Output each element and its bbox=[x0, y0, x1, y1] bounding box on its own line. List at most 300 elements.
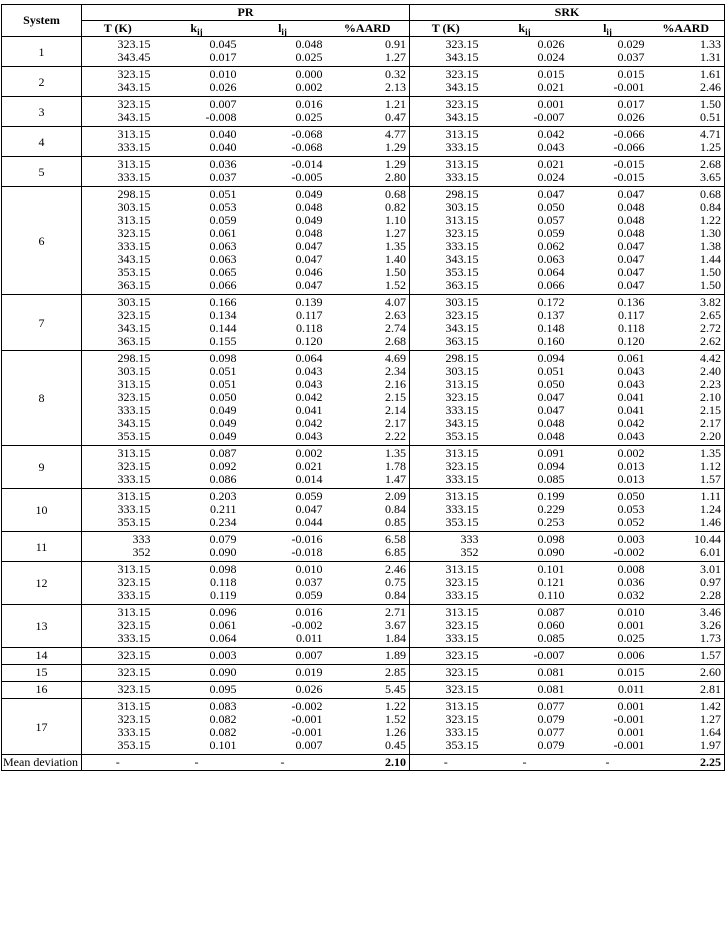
mean-cell: - bbox=[410, 755, 482, 771]
srk-l-cell: -0.015 bbox=[568, 157, 648, 172]
table-row bbox=[2, 127, 725, 142]
pr-t-cell: 313.15 bbox=[82, 562, 154, 577]
pr-t-cell: 343.15 bbox=[117, 252, 151, 266]
srk-aard-cell: 10.44 bbox=[648, 532, 725, 547]
pr-t-cell: 333 bbox=[82, 532, 154, 547]
srk-t-cell: 353.15 bbox=[445, 265, 479, 279]
pr-l-cell: 0.007 bbox=[240, 648, 326, 665]
pr-l-cell: -0.068 bbox=[240, 127, 326, 142]
srk-k-cell: -0.007 bbox=[482, 648, 568, 665]
pr-l-cell: 0.016 bbox=[240, 605, 326, 620]
table-row bbox=[2, 699, 725, 714]
srk-t-cell: 323.15 bbox=[410, 37, 482, 52]
pr-aard-cell: 3.67 bbox=[326, 619, 410, 632]
pr-aard-cell: 1.89 bbox=[326, 648, 410, 665]
srk-l-cell: 0.047 bbox=[568, 187, 648, 202]
srk-k-cell: 0.094 bbox=[537, 459, 565, 473]
pr-aard-cell: 0.84 bbox=[326, 589, 410, 605]
mean-deviation-label: Mean deviation bbox=[2, 755, 82, 771]
srk-t-cell: 323.15 bbox=[410, 67, 482, 82]
srk-aard-header: %AARD bbox=[648, 21, 725, 37]
pr-aard-cell: 2.71 bbox=[326, 605, 410, 620]
srk-aard-cell: 3.26 bbox=[648, 619, 725, 632]
pr-l-cell: 0.042 bbox=[295, 416, 323, 430]
srk-k-cell: 0.015 bbox=[482, 67, 568, 82]
pr-aard-cell: 2.34 bbox=[326, 365, 410, 378]
srk-aard-cell: 1.50 bbox=[648, 279, 725, 295]
srk-aard-cell: 1.33 bbox=[648, 37, 725, 52]
srk-header: SRK bbox=[410, 5, 725, 21]
srk-k-cell: 0.087 bbox=[482, 605, 568, 620]
srk-l-cell: 0.008 bbox=[568, 562, 648, 577]
pr-aard-cell: 0.75 bbox=[326, 576, 410, 589]
srk-k-cell: 0.026 bbox=[482, 37, 568, 52]
pr-l-cell: -0.018 bbox=[291, 545, 323, 559]
table-row bbox=[2, 37, 725, 52]
srk-t-cell: 313.15 bbox=[410, 562, 482, 577]
srk-t-cell: 333.15 bbox=[445, 725, 479, 739]
srk-l-cell: 0.015 bbox=[568, 665, 648, 682]
pr-aard-header: %AARD bbox=[326, 21, 410, 37]
srk-aard-cell: 3.46 bbox=[648, 605, 725, 620]
pr-k-cell: 0.049 bbox=[209, 403, 237, 417]
table-row bbox=[2, 141, 725, 157]
table-row bbox=[2, 417, 725, 430]
pr-t-cell: 333.15 bbox=[117, 170, 151, 184]
table-row bbox=[2, 266, 725, 279]
srk-k-cell: 0.060 bbox=[537, 618, 565, 632]
srk-aard-cell: 1.42 bbox=[648, 699, 725, 714]
pr-t-cell: 323.15 bbox=[117, 226, 151, 240]
pr-k-cell: 0.082 bbox=[209, 725, 237, 739]
pr-aard-cell: 0.82 bbox=[326, 201, 410, 214]
pr-t-cell: 353.15 bbox=[117, 429, 151, 443]
srk-aard-cell: 1.35 bbox=[648, 446, 725, 461]
pr-l-cell: 0.118 bbox=[295, 321, 323, 335]
pr-l-cell: 0.025 bbox=[295, 50, 323, 64]
pr-l-cell: 0.011 bbox=[295, 631, 323, 645]
table-row bbox=[2, 227, 725, 240]
pr-l-cell: 0.064 bbox=[240, 351, 326, 366]
srk-k-cell: 0.253 bbox=[537, 515, 565, 529]
system-id: 15 bbox=[2, 665, 82, 682]
pr-t-cell: 313.15 bbox=[82, 699, 154, 714]
srk-k-cell: 0.021 bbox=[482, 157, 568, 172]
srk-t-cell: 323.15 bbox=[410, 665, 482, 682]
pr-k-cell: 0.007 bbox=[154, 97, 240, 112]
srk-t-cell: 323.15 bbox=[445, 712, 479, 726]
pr-aard-cell: 2.15 bbox=[326, 391, 410, 404]
srk-aard-cell: 1.11 bbox=[648, 489, 725, 504]
pr-k-cell: 0.010 bbox=[154, 67, 240, 82]
srk-l-cell: 0.120 bbox=[617, 334, 645, 348]
srk-aard-cell: 1.50 bbox=[648, 266, 725, 279]
system-id: 12 bbox=[2, 562, 82, 605]
srk-aard-cell: 2.81 bbox=[648, 682, 725, 699]
srk-t-cell: 343.15 bbox=[445, 110, 479, 124]
pr-k-cell: 0.040 bbox=[154, 127, 240, 142]
pr-t-cell: 343.15 bbox=[117, 416, 151, 430]
pr-aard-cell: 2.22 bbox=[326, 430, 410, 446]
srk-aard-cell: 0.84 bbox=[648, 201, 725, 214]
srk-aard-cell: 1.57 bbox=[648, 648, 725, 665]
pr-l-cell: -0.002 bbox=[291, 618, 323, 632]
pr-t-cell: 323.15 bbox=[82, 37, 154, 52]
pr-t-cell: 313.15 bbox=[117, 377, 151, 391]
pr-l-cell: 0.000 bbox=[240, 67, 326, 82]
pr-l-cell: 0.044 bbox=[295, 515, 323, 529]
pr-aard-cell: 1.84 bbox=[326, 632, 410, 648]
pr-k-cell: 0.166 bbox=[154, 295, 240, 310]
pr-k-cell: 0.079 bbox=[154, 532, 240, 547]
table-row bbox=[2, 503, 725, 516]
srk-t-cell: 343.15 bbox=[445, 50, 479, 64]
system-id: 1 bbox=[2, 37, 82, 67]
table-row bbox=[2, 391, 725, 404]
pr-l-cell: 0.010 bbox=[240, 562, 326, 577]
srk-k-cell: 0.064 bbox=[537, 265, 565, 279]
table-row bbox=[2, 279, 725, 295]
pr-t-cell: 323.15 bbox=[82, 97, 154, 112]
system-id: 17 bbox=[2, 699, 82, 755]
srk-l-cell: 0.017 bbox=[568, 97, 648, 112]
table-row bbox=[2, 157, 725, 172]
pr-aard-cell: 1.47 bbox=[326, 473, 410, 489]
pr-k-cell: 0.036 bbox=[154, 157, 240, 172]
srk-l-cell: -0.001 bbox=[613, 738, 645, 752]
pr-aard-cell: 1.40 bbox=[326, 253, 410, 266]
pr-k-cell: 0.050 bbox=[209, 390, 237, 404]
pr-l-cell: -0.001 bbox=[291, 712, 323, 726]
pr-l-cell: 0.047 bbox=[295, 502, 323, 516]
pr-t-cell: 323.15 bbox=[82, 67, 154, 82]
srk-l-cell: 0.029 bbox=[568, 37, 648, 52]
srk-k-cell: 0.148 bbox=[537, 321, 565, 335]
pr-l-cell: 0.041 bbox=[295, 403, 323, 417]
srk-t-cell: 343.15 bbox=[445, 321, 479, 335]
pr-k-cell: 0.090 bbox=[209, 545, 237, 559]
srk-t-cell: 333.15 bbox=[445, 502, 479, 516]
srk-k-cell: 0.063 bbox=[537, 252, 565, 266]
srk-l-cell: 0.118 bbox=[617, 321, 645, 335]
srk-l-cell: -0.002 bbox=[613, 545, 645, 559]
srk-k-cell: 0.079 bbox=[537, 738, 565, 752]
srk-aard-cell: 1.97 bbox=[648, 739, 725, 755]
srk-l-cell: 0.032 bbox=[617, 588, 645, 602]
srk-l-cell: 0.011 bbox=[568, 682, 648, 699]
srk-l-cell: 0.136 bbox=[568, 295, 648, 310]
srk-l-cell: 0.041 bbox=[617, 403, 645, 417]
pr-k-cell: 0.119 bbox=[209, 588, 237, 602]
pr-k-cell: 0.037 bbox=[209, 170, 237, 184]
srk-k-cell: 0.110 bbox=[537, 588, 565, 602]
system-id: 6 bbox=[2, 187, 82, 295]
srk-aard-cell: 2.46 bbox=[648, 81, 725, 97]
pr-l-cell: -0.005 bbox=[291, 170, 323, 184]
srk-t-cell: 303.15 bbox=[410, 295, 482, 310]
pr-k-cell: 0.118 bbox=[209, 575, 237, 589]
srk-aard-cell: 1.22 bbox=[648, 214, 725, 227]
pr-l-cell: 0.047 bbox=[295, 252, 323, 266]
srk-aard-cell: 0.68 bbox=[648, 187, 725, 202]
system-id: 7 bbox=[2, 295, 82, 351]
srk-l-cell: 0.117 bbox=[617, 308, 645, 322]
pr-aard-cell: 2.14 bbox=[326, 404, 410, 417]
srk-k-cell: 0.042 bbox=[482, 127, 568, 142]
srk-k-cell: 0.081 bbox=[482, 682, 568, 699]
srk-t-cell: 323.15 bbox=[445, 575, 479, 589]
table-row bbox=[2, 51, 725, 67]
pr-aard-cell: 6.85 bbox=[326, 546, 410, 562]
table-body bbox=[2, 37, 725, 755]
srk-k-cell: 0.066 bbox=[537, 278, 565, 292]
srk-k-cell: 0.048 bbox=[537, 429, 565, 443]
srk-k-cell: 0.024 bbox=[537, 170, 565, 184]
pr-k-cell: 0.095 bbox=[154, 682, 240, 699]
srk-l-cell: 0.043 bbox=[617, 377, 645, 391]
srk-aard-cell: 1.57 bbox=[648, 473, 725, 489]
pr-t-cell: 352 bbox=[132, 545, 151, 559]
srk-l-cell: 0.047 bbox=[617, 278, 645, 292]
srk-aard-cell: 2.17 bbox=[648, 417, 725, 430]
system-id: 11 bbox=[2, 532, 82, 562]
mean-cell: - bbox=[482, 755, 568, 771]
table-row bbox=[2, 632, 725, 648]
pr-k-cell: 0.083 bbox=[154, 699, 240, 714]
srk-k-cell: 0.098 bbox=[482, 532, 568, 547]
srk-aard-cell: 1.27 bbox=[648, 713, 725, 726]
system-header: System bbox=[2, 5, 82, 37]
table-row bbox=[2, 171, 725, 187]
srk-t-cell: 333.15 bbox=[445, 403, 479, 417]
table-row bbox=[2, 351, 725, 366]
pr-l-cell: 0.026 bbox=[240, 682, 326, 699]
system-id: 8 bbox=[2, 351, 82, 446]
pr-aard-cell: 1.21 bbox=[326, 97, 410, 112]
pr-l-cell: 0.043 bbox=[295, 364, 323, 378]
pr-t-cell: 323.15 bbox=[82, 665, 154, 682]
srk-aard-cell: 2.28 bbox=[648, 589, 725, 605]
pr-l-cell: 0.043 bbox=[295, 377, 323, 391]
srk-aard-cell: 3.65 bbox=[648, 171, 725, 187]
srk-t-cell: 353.15 bbox=[445, 515, 479, 529]
srk-aard-cell: 1.24 bbox=[648, 503, 725, 516]
table-row bbox=[2, 619, 725, 632]
mean-deviation-row bbox=[2, 755, 725, 771]
srk-k-cell: 0.047 bbox=[537, 390, 565, 404]
srk-t-cell: 353.15 bbox=[445, 738, 479, 752]
table-row bbox=[2, 605, 725, 620]
pr-aard-cell: 2.13 bbox=[326, 81, 410, 97]
pr-t-cell: 333.15 bbox=[117, 403, 151, 417]
pr-k-cell: 0.063 bbox=[209, 239, 237, 253]
pr-k-cell: 0.087 bbox=[154, 446, 240, 461]
table-row bbox=[2, 309, 725, 322]
srk-aard-cell: 2.15 bbox=[648, 404, 725, 417]
srk-aard-cell: 0.97 bbox=[648, 576, 725, 589]
pr-k-cell: 0.017 bbox=[209, 50, 237, 64]
pr-aard-cell: 0.91 bbox=[326, 37, 410, 52]
srk-aard-cell: 1.31 bbox=[648, 51, 725, 67]
pr-t-cell: 333.15 bbox=[117, 631, 151, 645]
pr-k-cell: -0.008 bbox=[205, 110, 237, 124]
pr-t-cell: 313.15 bbox=[82, 605, 154, 620]
pr-k-cell: 0.040 bbox=[209, 140, 237, 154]
srk-aard-cell: 6.01 bbox=[648, 546, 725, 562]
srk-t-cell: 298.15 bbox=[410, 351, 482, 366]
srk-k-cell: 0.160 bbox=[537, 334, 565, 348]
pr-k-cell: 0.051 bbox=[209, 377, 237, 391]
pr-k-cell: 0.053 bbox=[209, 200, 237, 214]
pr-aard-cell: 2.46 bbox=[326, 562, 410, 577]
system-id: 5 bbox=[2, 157, 82, 187]
table-row bbox=[2, 739, 725, 755]
srk-aard-cell: 2.20 bbox=[648, 430, 725, 446]
pr-l-cell: -0.002 bbox=[240, 699, 326, 714]
pr-aard-cell: 0.45 bbox=[326, 739, 410, 755]
pr-k-cell: 0.086 bbox=[209, 472, 237, 486]
pr-k-cell: 0.134 bbox=[209, 308, 237, 322]
srk-l-cell: 0.003 bbox=[568, 532, 648, 547]
srk-aard-cell: 2.23 bbox=[648, 378, 725, 391]
table-row bbox=[2, 322, 725, 335]
pr-l-cell: 0.048 bbox=[295, 200, 323, 214]
srk-l-cell: 0.001 bbox=[617, 618, 645, 632]
pr-aard-cell: 2.63 bbox=[326, 309, 410, 322]
srk-aard-cell: 1.12 bbox=[648, 460, 725, 473]
pr-k-cell: 0.098 bbox=[154, 351, 240, 366]
pr-mean-aard: 2.10 bbox=[326, 755, 410, 771]
srk-aard-cell: 3.01 bbox=[648, 562, 725, 577]
pr-t-cell: 333.15 bbox=[117, 239, 151, 253]
pr-aard-cell: 0.68 bbox=[326, 187, 410, 202]
system-id: 13 bbox=[2, 605, 82, 648]
pr-l-cell: 0.047 bbox=[295, 239, 323, 253]
srk-t-header: T (K) bbox=[410, 21, 482, 37]
srk-aard-cell: 1.50 bbox=[648, 97, 725, 112]
srk-l-cell: 0.047 bbox=[617, 265, 645, 279]
srk-l-cell: 0.006 bbox=[568, 648, 648, 665]
pr-header: PR bbox=[82, 5, 410, 21]
srk-l-cell: -0.066 bbox=[613, 140, 645, 154]
table-row bbox=[2, 97, 725, 112]
pr-k-cell: 0.098 bbox=[154, 562, 240, 577]
pr-k-cell: 0.211 bbox=[209, 502, 237, 516]
pr-l-cell: 0.042 bbox=[295, 390, 323, 404]
pr-k-cell: 0.061 bbox=[209, 226, 237, 240]
srk-l-cell: 0.001 bbox=[617, 725, 645, 739]
pr-l-cell: 0.002 bbox=[240, 446, 326, 461]
srk-t-cell: 333 bbox=[410, 532, 482, 547]
pr-l-cell: 0.049 bbox=[240, 187, 326, 202]
srk-t-cell: 352 bbox=[460, 545, 479, 559]
table-row bbox=[2, 187, 725, 202]
srk-l-cell: 0.043 bbox=[617, 429, 645, 443]
pr-aard-cell: 2.74 bbox=[326, 322, 410, 335]
pr-aard-cell: 1.50 bbox=[326, 266, 410, 279]
srk-t-cell: 313.15 bbox=[410, 489, 482, 504]
table-row bbox=[2, 335, 725, 351]
pr-t-header: T (K) bbox=[82, 21, 154, 37]
pr-t-cell: 323.15 bbox=[82, 648, 154, 665]
mean-cell: - bbox=[240, 755, 326, 771]
srk-k-cell: 0.047 bbox=[482, 187, 568, 202]
pr-aard-cell: 0.85 bbox=[326, 516, 410, 532]
srk-aard-cell: 3.82 bbox=[648, 295, 725, 310]
table-row bbox=[2, 201, 725, 214]
table-row bbox=[2, 489, 725, 504]
table-row bbox=[2, 648, 725, 665]
srk-l-cell: 0.001 bbox=[568, 699, 648, 714]
pr-aard-cell: 2.17 bbox=[326, 417, 410, 430]
srk-aard-cell: 2.72 bbox=[648, 322, 725, 335]
srk-t-cell: 343.15 bbox=[445, 416, 479, 430]
pr-k-cell: 0.049 bbox=[209, 416, 237, 430]
srk-k-cell: -0.007 bbox=[533, 110, 565, 124]
srk-k-cell: 0.172 bbox=[482, 295, 568, 310]
srk-k-header: $k_{ij}$ bbox=[482, 21, 568, 37]
pr-aard-cell: 1.35 bbox=[326, 240, 410, 253]
srk-t-cell: 313.15 bbox=[445, 213, 479, 227]
srk-t-cell: 323.15 bbox=[410, 682, 482, 699]
srk-k-cell: 0.001 bbox=[482, 97, 568, 112]
srk-l-cell: 0.048 bbox=[617, 213, 645, 227]
srk-k-cell: 0.121 bbox=[537, 575, 565, 589]
pr-aard-cell: 5.45 bbox=[326, 682, 410, 699]
srk-k-cell: 0.085 bbox=[537, 631, 565, 645]
pr-t-cell: 353.15 bbox=[117, 515, 151, 529]
pr-t-cell: 323.15 bbox=[82, 682, 154, 699]
table-row bbox=[2, 365, 725, 378]
pr-t-cell: 313.15 bbox=[82, 127, 154, 142]
table-row bbox=[2, 446, 725, 461]
srk-aard-cell: 1.38 bbox=[648, 240, 725, 253]
srk-t-cell: 363.15 bbox=[445, 278, 479, 292]
srk-k-cell: 0.090 bbox=[537, 545, 565, 559]
srk-l-cell: 0.036 bbox=[617, 575, 645, 589]
pr-aard-cell: 1.22 bbox=[326, 699, 410, 714]
pr-aard-cell: 2.85 bbox=[326, 665, 410, 682]
pr-aard-cell: 1.29 bbox=[326, 141, 410, 157]
pr-t-cell: 333.15 bbox=[117, 725, 151, 739]
srk-k-cell: 0.051 bbox=[537, 364, 565, 378]
srk-l-cell: 0.043 bbox=[617, 364, 645, 378]
srk-t-cell: 343.15 bbox=[445, 252, 479, 266]
mean-cell: - bbox=[568, 755, 648, 771]
srk-k-cell: 0.059 bbox=[537, 226, 565, 240]
srk-t-cell: 313.15 bbox=[410, 127, 482, 142]
pr-k-cell: 0.051 bbox=[209, 364, 237, 378]
pr-t-cell: 303.15 bbox=[117, 364, 151, 378]
pr-l-cell: 0.048 bbox=[240, 37, 326, 52]
pr-aard-cell: 2.09 bbox=[326, 489, 410, 504]
pr-t-cell: 323.15 bbox=[117, 390, 151, 404]
srk-aard-cell: 2.62 bbox=[648, 335, 725, 351]
table-row bbox=[2, 713, 725, 726]
srk-l-cell: 0.002 bbox=[568, 446, 648, 461]
srk-t-cell: 323.15 bbox=[445, 618, 479, 632]
srk-k-cell: 0.047 bbox=[537, 403, 565, 417]
srk-k-cell: 0.050 bbox=[537, 377, 565, 391]
srk-k-cell: 0.085 bbox=[537, 472, 565, 486]
pr-t-cell: 353.15 bbox=[117, 265, 151, 279]
srk-t-cell: 343.15 bbox=[445, 80, 479, 94]
pr-t-cell: 353.15 bbox=[117, 738, 151, 752]
srk-l-cell: -0.001 bbox=[613, 712, 645, 726]
srk-l-cell: 0.048 bbox=[617, 226, 645, 240]
pr-k-cell: 0.092 bbox=[209, 459, 237, 473]
pr-t-cell: 343.15 bbox=[117, 80, 151, 94]
